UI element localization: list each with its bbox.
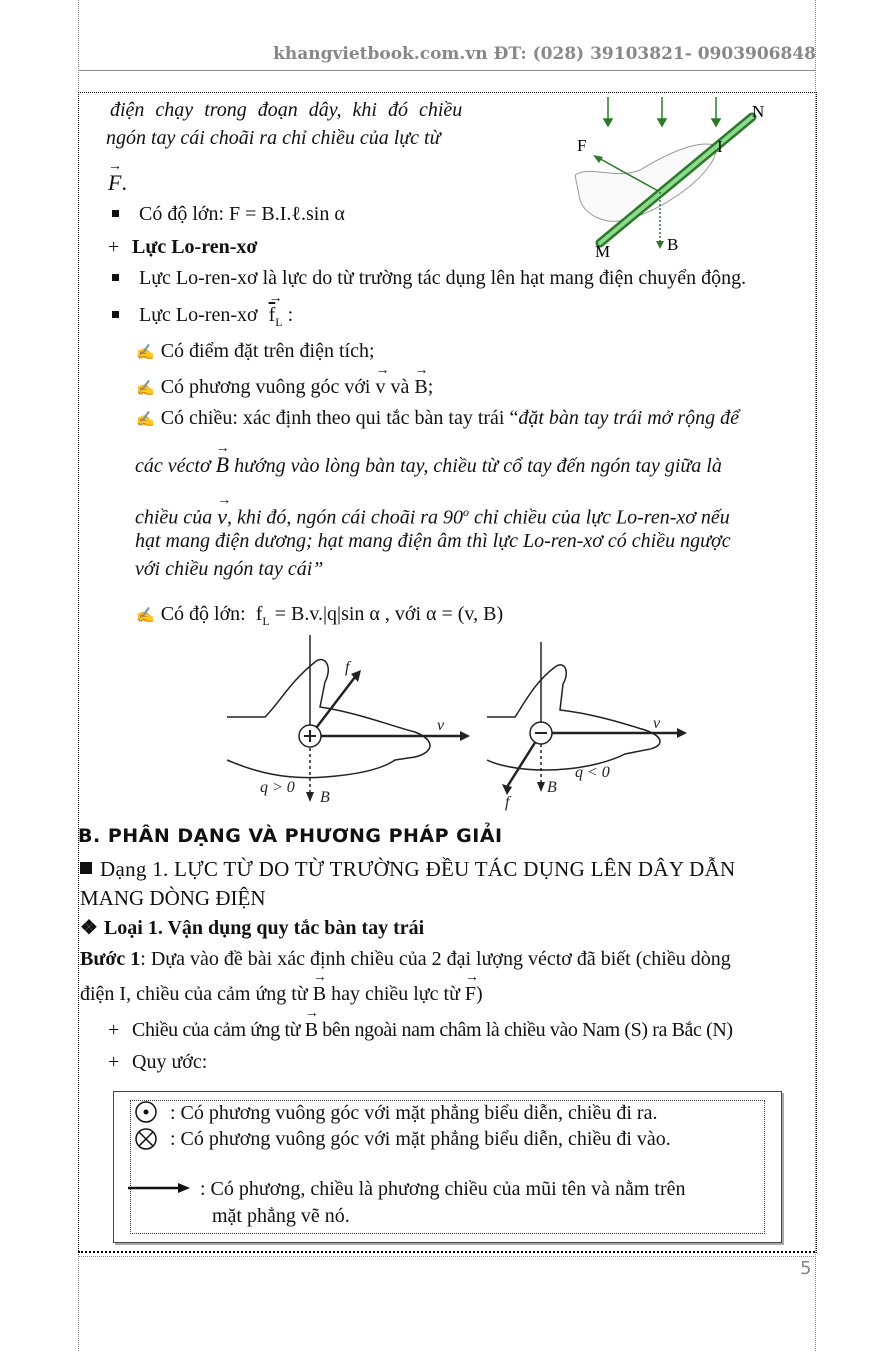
rule-B-line: + Chiều của cảm ứng từ → B bên ngoài nam châm là chiều vào Nam (S) ra Bắc (N) bbox=[108, 1006, 733, 1041]
pen-bullet-icon: ✍ bbox=[136, 412, 155, 428]
square-bullet-icon bbox=[112, 274, 119, 281]
plus-bullet-icon: + bbox=[108, 236, 120, 258]
right-label-q: q < 0 bbox=[575, 764, 610, 781]
legend-arrow-text-1: : Có phương, chiều là phương chiều của mũi tên và nằm trên bbox=[200, 1178, 686, 1200]
page-number: 5 bbox=[800, 1258, 812, 1279]
page-header bbox=[78, 44, 816, 71]
label-B: B bbox=[667, 235, 679, 254]
legend-out-text: : Có phương vuông góc với mặt phẳng biểu diễn, chiều đi ra. bbox=[170, 1102, 658, 1124]
right-label-f: f bbox=[505, 794, 510, 811]
prop-sense-line-5: với chiều ngón tay cái” bbox=[135, 558, 324, 580]
left-hand-outline bbox=[227, 660, 430, 778]
field-arrow-head bbox=[604, 119, 612, 126]
left-label-v: v bbox=[437, 717, 445, 734]
right-hand-outline bbox=[487, 665, 660, 770]
footer-guide bbox=[78, 1256, 816, 1257]
left-label-B: B bbox=[320, 789, 330, 806]
label-M: M bbox=[595, 242, 611, 260]
prop-sense-line-3: chiều của → v, khi đó, ngón cái choãi ra 90$^o$ chỉ chiều của lực Lo-ren-xơ nếu bbox=[135, 492, 730, 529]
right-label-B: B bbox=[547, 779, 557, 796]
field-arrow-head bbox=[712, 119, 720, 126]
dang1-heading-line-1: Dạng 1. LỰC TỪ DO TỪ TRƯỜNG ĐỀU TÁC DỤNG LÊN DÂY DẪN bbox=[80, 856, 736, 882]
dot-out-of-plane-icon bbox=[134, 1100, 158, 1124]
pen-bullet-icon: ✍ bbox=[136, 608, 155, 624]
label-I: I bbox=[717, 137, 723, 156]
diamond-bullet-icon: ❖ bbox=[80, 917, 98, 939]
prop-sense-line-2: các véctơ → B hướng vào lòng bàn tay, chiều từ cổ tay đến ngón tay giữa là bbox=[135, 441, 722, 477]
formula-lorentz: = B.v.|q|sin α , với α = (v, B) bbox=[269, 603, 504, 625]
header-site: khangvietbook.com.vn bbox=[273, 44, 488, 64]
buoc1-line-2: điện I, chiều của cảm ứng từ → B hay chiều lực từ → F) bbox=[80, 970, 483, 1005]
buoc1-line-1: Bước 1: Dựa vào đề bài xác định chiều của 2 đại lượng véctơ đã biết (chiều dòng bbox=[80, 948, 731, 970]
cross-into-plane-icon bbox=[134, 1127, 158, 1151]
square-bullet-icon bbox=[112, 210, 119, 217]
square-bullet-icon bbox=[112, 311, 119, 318]
field-arrow-head bbox=[658, 119, 666, 126]
left-label-q: q > 0 bbox=[260, 779, 295, 796]
magnitude-F: Có độ lớn: F = B.I.ℓ.sin α bbox=[112, 201, 345, 227]
pen-bullet-icon: ✍ bbox=[136, 381, 155, 397]
lorentz-heading: + Lực Lo-ren-xơ bbox=[108, 236, 258, 258]
convention-legend-box bbox=[113, 1091, 782, 1243]
dang1-heading-line-2: MANG DÒNG ĐIỆN bbox=[80, 886, 266, 910]
prop-magnitude: ✍ Có độ lớn: $f_L = B.v.|q|\sin$ α , với α = (v, B) bbox=[136, 603, 504, 628]
label-N: N bbox=[752, 102, 765, 121]
prop-sense-line-1: ✍ Có chiều: xác định theo qui tắc bàn tay trái “đặt bàn tay trái mở rộng để bbox=[136, 407, 740, 429]
plus-bullet-icon: + bbox=[108, 1051, 120, 1073]
header-phone: ĐT: (028) 39103821- 0903906848 bbox=[493, 44, 816, 64]
formula-F: F = B.I.ℓ.sin α bbox=[229, 203, 345, 225]
content-bottom-line bbox=[78, 1251, 815, 1253]
filled-square-icon bbox=[80, 862, 92, 874]
intro-line-1: điện chạy trong đoạn dây, khi đó chiều bbox=[110, 99, 463, 121]
lorentz-vector: Lực Lo-ren-xơ → $\overline{f}_L$ : bbox=[112, 302, 293, 335]
intro-vector-F: → F. bbox=[108, 159, 127, 195]
right-label-v: v bbox=[653, 715, 661, 732]
pen-bullet-icon: ✍ bbox=[136, 345, 155, 361]
legend-arrow-text-2: mặt phẳng vẽ nó. bbox=[212, 1205, 350, 1227]
convention-line: + Quy ước: bbox=[108, 1051, 208, 1073]
section-B-title: B. PHÂN DẠNG VÀ PHƯƠNG PHÁP GIẢI bbox=[78, 825, 503, 847]
legend-in-text: : Có phương vuông góc với mặt phẳng biểu diễn, chiều đi vào. bbox=[170, 1128, 671, 1150]
plus-bullet-icon: + bbox=[108, 1019, 119, 1041]
loai1-heading: ❖ Loại 1. Vận dụng quy tắc bàn tay trái bbox=[80, 917, 425, 939]
intro-line-2: ngón tay cái choãi ra chỉ chiều của lực từ bbox=[106, 127, 441, 149]
prop-direction: ✍ Có phương vuông góc với → v và → B; bbox=[136, 363, 434, 398]
label-F: F bbox=[577, 136, 587, 155]
wire-hand-figure bbox=[545, 95, 775, 260]
prop-sense-line-4: hạt mang điện dương; hạt mang điện âm thì lực Lo-ren-xơ có chiều ngược bbox=[135, 530, 731, 552]
left-label-f: f bbox=[345, 659, 350, 676]
arrow-in-plane-icon bbox=[128, 1180, 192, 1196]
prop-point: ✍ Có điểm đặt trên điện tích; bbox=[136, 340, 375, 362]
left-hand-rule-figure bbox=[225, 632, 695, 817]
lorentz-definition: Lực Lo-ren-xơ là lực do từ trường tác dụng lên hạt mang điện chuyển động. bbox=[112, 265, 746, 291]
